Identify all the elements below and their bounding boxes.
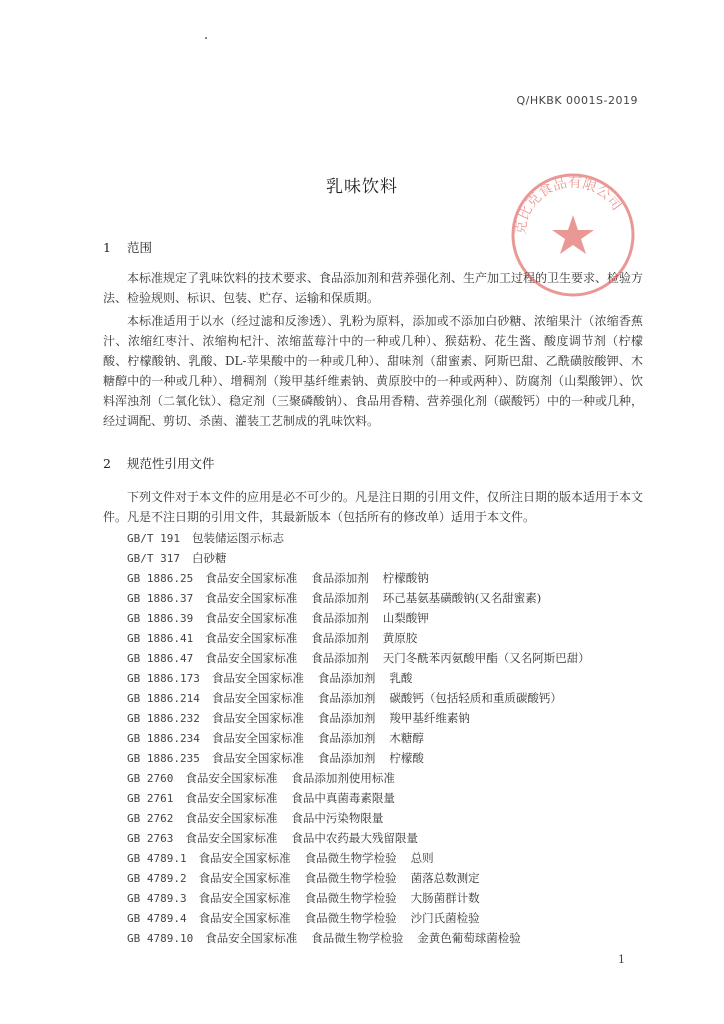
reference-title-part: 食品微生物学检验 [304,911,397,925]
reference-title-part: 环己基氨基磺酸钠(又名甜蜜素) [382,591,542,605]
reference-code: GB 4789.2 [127,872,187,885]
reference-title-part: 食品微生物学检验 [304,851,397,865]
reference-title-part: 食品中真菌毒素限量 [291,791,395,805]
reference-item [127,848,627,868]
reference-title-part: 食品微生物学检验 [311,931,404,945]
reference-item [127,628,627,648]
reference-title-part: 包装储运图示标志 [191,531,284,545]
reference-item [127,768,627,788]
reference-title-part: 食品添加剂 [311,651,369,665]
reference-title-part: 食品安全国家标准 [205,651,298,665]
reference-title-part: 食品添加剂 [311,571,369,585]
reference-item [127,808,627,828]
reference-title-part: 食品安全国家标准 [211,691,304,705]
scope-paragraph-2: 本标准适用于以水（经过滤和反渗透）、乳粉为原料，添加或不添加白砂糖、浓缩果汁（浓缩香蕉汁、浓缩红枣汁、浓缩枸杞汁、浓缩蓝莓汁中的一种或几种）、猴菇粉、花生酱、酸度调节剂（柠檬酸、柠檬酸钠、乳酸、DL-苹果酸中的一种或几种）、甜味剂（甜蜜素、阿斯巴甜、乙酰磺胺酸钾、木糖醇中的一种或几种）、增稠剂（羧甲基纤维素钠、黄原胶中的一种或两种）、防腐剂（山梨酸钾）、饮料浑浊剂（二氧化钛）、稳定剂（三聚磷酸钠）、食品用香精、营养强化剂（碳酸钙）中的一种或几种，经过调配、剪切、杀菌、灌装工艺制成的乳味饮料。 [103,314,644,428]
reference-item [127,728,627,748]
reference-title-part: 食品安全国家标准 [211,751,304,765]
reference-code: GB 2760 [127,772,174,785]
reference-title-part: 菌落总数测定 [410,871,480,885]
reference-code: GB 2763 [127,832,174,845]
reference-title-part: 大肠菌群计数 [410,891,480,905]
reference-item [127,708,627,728]
reference-title-part: 食品安全国家标准 [198,851,291,865]
reference-code: GB 1886.37 [127,592,194,605]
page-title: 乳味饮料 [326,177,398,197]
reference-title-part: 食品安全国家标准 [205,631,298,645]
reference-title-part: 食品安全国家标准 [185,771,278,785]
reference-item [127,588,627,608]
reference-title-part: 食品中污染物限量 [291,811,384,825]
reference-item [127,908,627,928]
reference-title-part: 食品安全国家标准 [198,911,291,925]
reference-title-part: 食品安全国家标准 [205,611,298,625]
reference-code: GB 4789.10 [127,932,194,945]
reference-title-part: 食品安全国家标准 [198,891,291,905]
reference-title-part: 碳酸钙（包括轻质和重质碳酸钙） [389,691,562,705]
reference-title-part: 白砂糖 [191,551,227,565]
reference-title-part: 食品添加剂 [311,591,369,605]
reference-title-part: 食品添加剂 [317,671,376,685]
reference-title-part: 食品安全国家标准 [198,871,291,885]
reference-title-part: 食品安全国家标准 [205,591,298,605]
standard-code: Q/HKBK 0001S-2019 [516,94,638,107]
seal-text [512,175,625,236]
reference-title-part: 食品安全国家标准 [185,831,278,845]
reference-list [127,528,627,948]
reference-code: GB 1886.173 [127,672,200,685]
reference-code: GB 2761 [127,792,174,805]
reference-code: GB 1886.235 [127,752,200,765]
page-number: 1 [618,953,625,966]
reference-title-part: 食品安全国家标准 [205,931,298,945]
reference-title-part: 食品安全国家标准 [211,731,304,745]
reference-title-part: 食品添加剂 [317,731,376,745]
reference-item [127,868,627,888]
reference-title-part: 食品微生物学检验 [304,871,397,885]
reference-item [127,828,627,848]
reference-title-part: 柠檬酸钠 [382,571,429,585]
reference-code: GB 1886.41 [127,632,194,645]
reference-title-part: 黄原胶 [382,631,418,645]
reference-code: GB 4789.1 [127,852,187,865]
reference-item [127,668,627,688]
reference-title-part: 食品添加剂 [311,631,369,645]
reference-item [127,608,627,628]
reference-code: GB/T 317 [127,552,180,565]
section-title: 规范性引用文件 [126,456,215,471]
reference-title-part: 天门冬酰苯丙氨酸甲酯（又名阿斯巴甜） [382,651,590,665]
reference-title-part: 羧甲基纤维素钠 [389,711,470,725]
reference-code: GB 1886.234 [127,732,200,745]
reference-item [127,548,627,568]
reference-title-part: 食品添加剂 [311,611,369,625]
reference-code: GB 1886.47 [127,652,194,665]
reference-code: GB/T 191 [127,532,180,545]
reference-code: GB 1886.214 [127,692,200,705]
reference-title-part: 食品微生物学检验 [304,891,397,905]
reference-code: GB 1886.25 [127,572,194,585]
reference-item [127,528,627,548]
reference-title-part: 金黄色葡萄球菌检验 [417,931,521,945]
reference-title-part: 食品添加剂 [317,691,376,705]
reference-item [127,928,627,948]
seal-star-icon [552,215,594,254]
reference-item [127,568,627,588]
reference-item [127,688,627,708]
section-title: 范围 [126,240,152,255]
reference-title-part: 乳酸 [389,671,413,685]
reference-title-part: 食品添加剂 [317,751,376,765]
seal-text-path: 克比克食品有限公司 [512,174,625,236]
reference-title-part: 食品中农药最大残留限量 [291,831,418,845]
reference-title-part: 总则 [410,851,434,865]
reference-title-part: 食品安全国家标准 [211,671,304,685]
reference-title-part: 食品添加剂 [317,711,376,725]
scope-paragraph-1: 本标准规定了乳味饮料的技术要求、食品添加剂和营养强化剂、生产加工过程的卫生要求、检验方法、检验规则、标识、包装、贮存、运输和保质期。 [103,271,644,305]
reference-code: GB 4789.3 [127,892,187,905]
reference-code: GB 2762 [127,812,174,825]
reference-title-part: 沙门氏菌检验 [410,911,480,925]
reference-code: GB 1886.232 [127,712,200,725]
scan-speck [205,37,207,39]
reference-title-part: 食品安全国家标准 [211,711,304,725]
reference-item [127,888,627,908]
reference-code: GB 1886.39 [127,612,194,625]
reference-item [127,788,627,808]
reference-code: GB 4789.4 [127,912,187,925]
reference-title-part: 木糖醇 [389,731,424,745]
reference-title-part: 食品添加剂使用标准 [291,771,395,785]
reference-title-part: 食品安全国家标准 [185,791,278,805]
reference-title-part: 食品安全国家标准 [185,811,278,825]
section-heading-scope [103,238,152,256]
reference-title-part: 山梨酸钾 [382,611,429,625]
references-intro-paragraph: 下列文件对于本文件的应用是必不可少的。凡是注日期的引用文件，仅所注日期的版本适用于本文件。凡是不注日期的引用文件，其最新版本（包括所有的修改单）适用于本文件。 [103,490,644,524]
section-heading-references [103,454,215,472]
reference-item [127,748,627,768]
reference-item [127,648,627,668]
company-seal [508,170,638,300]
reference-title-part: 柠檬酸 [389,751,424,765]
reference-title-part: 食品安全国家标准 [205,571,298,585]
section-number: 2 [103,456,111,471]
section-number: 1 [103,240,111,255]
